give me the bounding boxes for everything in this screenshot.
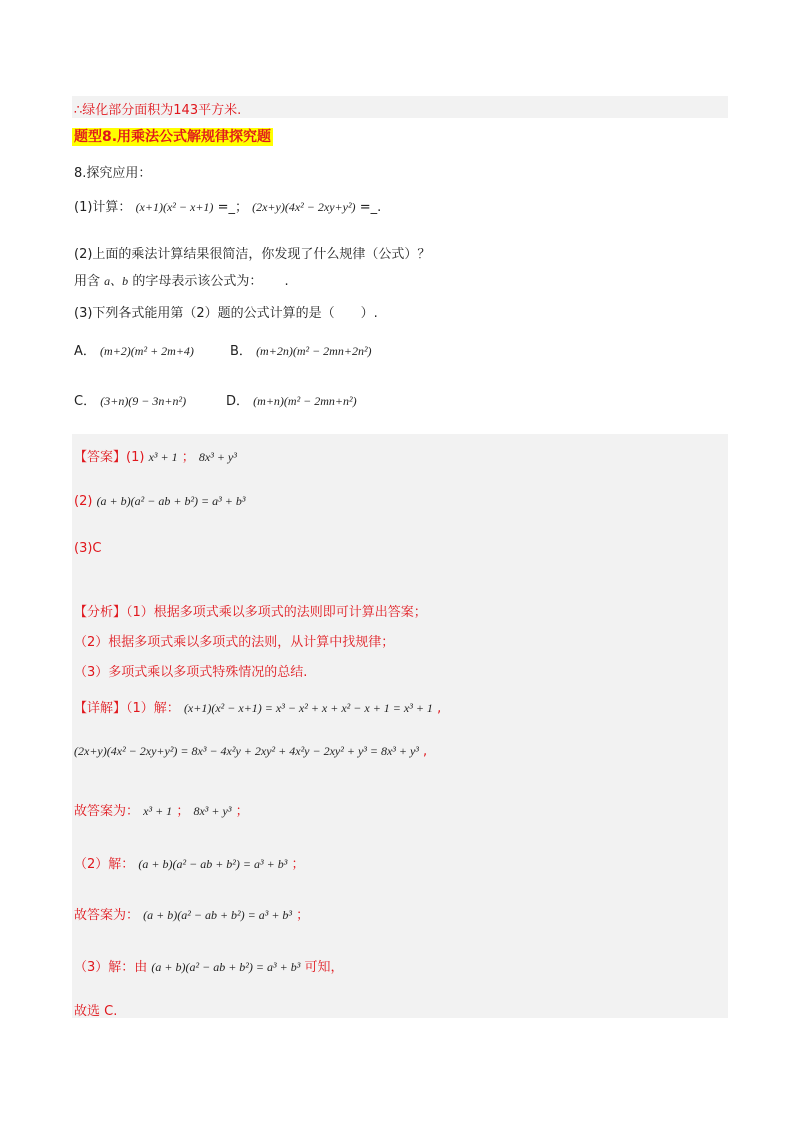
- question-number: 8.探究应用：: [74, 166, 152, 181]
- question-part1: [74, 196, 381, 215]
- answer-sep: ；: [181, 450, 195, 465]
- option-b: [230, 340, 372, 359]
- analysis-text1: （1）根据多项式乘以多项式的法则即可计算出答案；: [126, 605, 427, 620]
- part1-expr1: (x+1)(x² − x+1): [135, 200, 214, 214]
- answer-label: 【答案】(1): [74, 450, 145, 465]
- option-a: [74, 340, 194, 359]
- part2-vars: a、b: [104, 274, 129, 288]
- analysis-line2: （2）根据多项式乘以多项式的法则，从计算中找规律；: [74, 635, 395, 650]
- detail-step3-prefix: （2）解：: [74, 857, 135, 872]
- part1-blank2: =_.: [359, 200, 382, 215]
- part2-end: .: [284, 274, 289, 289]
- detail-step2: [74, 744, 427, 759]
- detail-ans1-sep: ；: [176, 804, 190, 819]
- part1-prefix: (1)计算：: [74, 200, 132, 215]
- detail-step3-expr: (a + b)(a² − ab + b²) = a³ + b³: [138, 857, 288, 871]
- option-d-expr: (m+n)(m² − 2mn+n²): [253, 394, 357, 408]
- detail-ans1-prefix: 故答案为：: [74, 804, 140, 819]
- answer-part3: (3)C: [74, 541, 102, 556]
- option-d: [226, 390, 357, 409]
- question-part2-line1: (2)上面的乘法计算结果很简洁，你发现了什么规律（公式）？: [74, 247, 431, 262]
- previous-conclusion: ∴绿化部分面积为143平方米.: [74, 103, 242, 118]
- answer-line1: [74, 446, 237, 465]
- option-a-label: A．: [74, 344, 96, 359]
- answer-part2-label: (2): [74, 494, 93, 509]
- solution-block: [72, 434, 728, 1018]
- detail-step4-suffix: 可知，: [304, 960, 344, 975]
- detail-step1-expr: (x+1)(x² − x+1) = x³ − x² + x + x² − x + 1 = x³ + 1: [183, 701, 433, 715]
- detail-ans2-expr: (a + b)(a² − ab + b²) = a³ + b³: [143, 908, 293, 922]
- detail-label: 【详解】: [74, 701, 127, 716]
- detail-ans2-end: ；: [296, 908, 310, 923]
- answer-part2-expr: (a + b)(a² − ab + b²) = a³ + b³: [96, 494, 246, 508]
- detail-ans1-expr2: 8x³ + y³: [193, 804, 232, 818]
- answer-expr2: 8x³ + y³: [198, 450, 237, 464]
- part1-expr2: (2x+y)(4x² − 2xy+y²): [252, 200, 356, 214]
- analysis-line3: （3）多项式乘以多项式特殊情况的总结.: [74, 665, 308, 680]
- answer-line2: [74, 494, 245, 509]
- part2-prefix: 用含: [74, 274, 101, 289]
- analysis-label: 【分析】: [74, 605, 127, 620]
- detail-step4: [74, 956, 343, 975]
- part1-blank1: =_；: [217, 200, 248, 215]
- detail-ans2-prefix: 故答案为：: [74, 908, 140, 923]
- option-a-expr: (m+2)(m² + 2m+4): [100, 344, 194, 358]
- detail-ans1-expr1: x³ + 1: [143, 804, 173, 818]
- part2-suffix: 的字母表示该公式为：: [132, 274, 263, 289]
- option-b-label: B．: [230, 344, 252, 359]
- detail-step4-expr: (a + b)(a² − ab + b²) = a³ + b³: [151, 960, 301, 974]
- question-part3: (3)下列各式能用第（2）题的公式计算的是（ ）.: [74, 306, 378, 321]
- detail-step4-prefix: （3）解：由: [74, 960, 148, 975]
- detail-ans2: [74, 904, 309, 923]
- detail-step1-prefix: （1）解：: [126, 701, 180, 716]
- option-d-label: D．: [226, 394, 250, 409]
- detail-step2-end: ,: [423, 744, 428, 759]
- detail-ans1: [74, 800, 249, 819]
- detail-final: 故选 C.: [74, 1004, 118, 1019]
- question-part2-line2: [74, 270, 289, 289]
- detail-ans1-end: ；: [235, 804, 249, 819]
- detail-step3-end: ；: [291, 857, 305, 872]
- detail-step1-end: ,: [437, 701, 442, 716]
- option-c-label: C．: [74, 394, 97, 409]
- detail-step3: [74, 853, 304, 872]
- option-b-expr: (m+2n)(m² − 2mn+2n²): [256, 344, 372, 358]
- analysis-line1: [74, 601, 427, 620]
- detail-step1: [74, 697, 441, 716]
- section-title: [72, 126, 273, 146]
- option-c-expr: (3+n)(9 − 3n+n²): [100, 394, 187, 408]
- option-c: [74, 390, 186, 409]
- section-title-text: 题型8.用乘法公式解规律探究题: [74, 129, 272, 145]
- detail-step2-expr: (2x+y)(4x² − 2xy+y²) = 8x³ − 4x²y + 2xy² + 4x²y − 2xy² + y³ = 8x³ + y³: [74, 744, 419, 758]
- answer-expr1: x³ + 1: [148, 450, 178, 464]
